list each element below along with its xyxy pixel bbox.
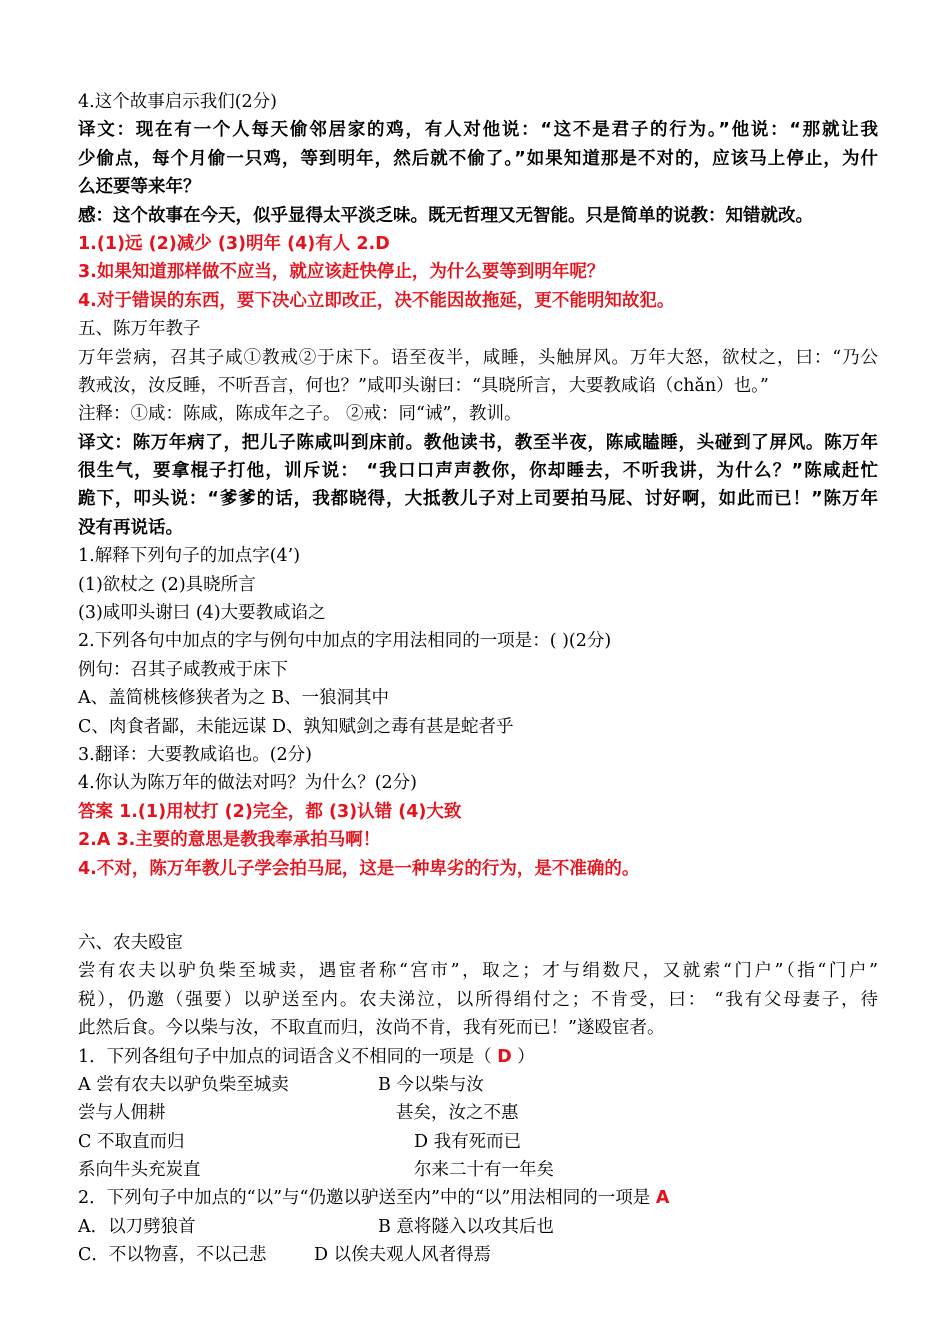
option-right: B 今以柴与汝 bbox=[378, 1074, 484, 1095]
answer-line: 4.不对，陈万年教儿子学会拍马屁，这是一种卑劣的行为，是不准确的。 bbox=[78, 858, 640, 879]
answer-line: 1.(1)远 (2)减少 (3)明年 (4)有人 2.D bbox=[78, 233, 390, 254]
note-line: 注释：①咸：陈咸，陈成年之子。 ②戒：同“诫”，教训。 bbox=[78, 404, 522, 425]
option-right: D 我有死而已 bbox=[414, 1131, 522, 1152]
option-left: A．以刀劈狼首 bbox=[78, 1216, 196, 1237]
passage-line: 尝有农夫以驴负柴至城卖，遇宦者称“宫市”，取之；才与绢数尺，又就索“门户”（指“门户” bbox=[78, 961, 878, 982]
option-right: D 以俟夫观人风者得焉 bbox=[314, 1245, 492, 1266]
option-row bbox=[78, 1128, 878, 1156]
option-row bbox=[78, 1099, 878, 1127]
passage-line: 税），仍邀（强要）以驴送至内。农夫涕泣，以所得绢付之；不肯受，曰： “我有父母妻子，待 bbox=[78, 989, 878, 1010]
question-line: 3.翻译：大要教咸谄也。(2分) bbox=[78, 744, 312, 765]
option-left: C．不以物喜，不以己悲 bbox=[78, 1245, 267, 1266]
question-line: 2.下列各句中加点的字与例句中加点的字用法相同的一项是：( )(2分) bbox=[78, 631, 612, 652]
passage-line: 教戒汝，汝反睡，不听吾言，何也？”咸叩头谢曰：“具晓所言，大要教咸谄（chǎn）也。” bbox=[78, 375, 769, 396]
answer-mark: D bbox=[497, 1046, 512, 1067]
option-row bbox=[78, 1213, 878, 1241]
option-row bbox=[78, 1241, 878, 1269]
question-text: 1．下列各组句子中加点的词语含义不相同的一项是（ bbox=[78, 1046, 498, 1067]
answer-mark: A bbox=[655, 1188, 670, 1209]
option-left: 系向牛头充炭直 bbox=[78, 1160, 201, 1181]
question-4: 4.这个故事启示我们(2分) bbox=[78, 92, 277, 112]
option-right: 甚矣，汝之不惠 bbox=[396, 1103, 519, 1124]
question-line: A、盖简桃核修狭者为之 B、一狼洞其中 bbox=[78, 688, 390, 709]
question-line: (1)欲杖之 (2)具晓所言 bbox=[78, 574, 256, 595]
answer-line: 答案 1.(1)用杖打 (2)完全，都 (3)认错 (4)大致 bbox=[78, 801, 462, 822]
translation-line: 没有再说话。 bbox=[78, 517, 183, 538]
translation-line: 译文：陈万年病了，把儿子陈咸叫到床前。教他读书，教至半夜，陈咸瞌睡，头碰到了屏风。陈万年 bbox=[78, 432, 878, 453]
question-line: 例句：召其子咸教戒于床下 bbox=[78, 659, 288, 680]
option-left: A 尝有农夫以驴负柴至城卖 bbox=[78, 1074, 289, 1095]
section-title: 五、陈万年教子 bbox=[78, 319, 201, 340]
question-1 bbox=[78, 1043, 878, 1071]
translation-line: 译文：现在有一个人每天偷邻居家的鸡，有人对他说：“这不是君子的行为。”他说：“那就让我 bbox=[78, 120, 878, 141]
translation-line: 少偷点，每个月偷一只鸡，等到明年，然后就不偷了。”如果知道那是不对的，应该马上停止，为什 bbox=[78, 148, 878, 169]
question-line: 1.解释下列句子的加点字(4’) bbox=[78, 546, 301, 567]
option-right: 尔来二十有一年矣 bbox=[414, 1160, 554, 1181]
question-line: C、肉食者鄙，未能远谋 D、孰知赋剑之毒有甚是蛇者乎 bbox=[78, 716, 514, 737]
section-title: 六、农夫殴宦 bbox=[78, 932, 183, 953]
translation-line: 很生气，要拿棍子打他，训斥说： “我口口声声教你，你却睡去，不听我讲，为什么？”陈咸赶忙 bbox=[78, 461, 878, 482]
option-row bbox=[78, 1071, 878, 1099]
passage-line: 此然后食。今以柴与汝，不取直而归，汝尚不肯，我有死而已！”遂殴宦者。 bbox=[78, 1018, 665, 1039]
option-right: B 意将隧入以攻其后也 bbox=[378, 1216, 554, 1237]
question-2 bbox=[78, 1184, 878, 1212]
option-row bbox=[78, 1156, 878, 1184]
section-spacer bbox=[78, 883, 878, 929]
answer-line: 2.A 3.主要的意思是教我奉承拍马啊！ bbox=[78, 830, 381, 851]
answer-line: 4.对于错误的东西，要下决心立即改正，决不能因故拖延，更不能明知故犯。 bbox=[78, 290, 675, 311]
question-line: 4.你认为陈万年的做法对吗？为什么？(2分) bbox=[78, 773, 417, 794]
option-left: C 不取直而归 bbox=[78, 1131, 185, 1152]
option-left: 尝与人佣耕 bbox=[78, 1103, 166, 1124]
translation-line: 么还要等来年？ bbox=[78, 177, 201, 198]
translation-line: 跪下，叩头说：“爹爹的话，我都晓得，大抵教儿子对上司要拍马屁、讨好啊，如此而已！”陈万年 bbox=[78, 489, 878, 510]
passage-line: 万年尝病，召其子咸①教戒②于床下。语至夜半，咸睡，头触屏风。万年大怒，欲杖之，曰：“乃公 bbox=[78, 347, 878, 368]
reflection-line: 感：这个故事在今天，似乎显得太平淡乏味。既无哲理又无智能。只是简单的说教：知错就改。 bbox=[78, 205, 813, 226]
question-text: 2．下列句子中加点的“以”与“仍邀以驴送至内”中的“以”用法相同的一项是 bbox=[78, 1188, 656, 1209]
answer-line: 3.如果知道那样做不应当，就应该赶快停止，为什么要等到明年呢？ bbox=[78, 262, 605, 283]
question-bracket: ） bbox=[511, 1046, 535, 1067]
question-line: (3)咸叩头谢曰 (4)大要教咸谄之 bbox=[78, 603, 326, 624]
document-page bbox=[78, 88, 878, 1270]
